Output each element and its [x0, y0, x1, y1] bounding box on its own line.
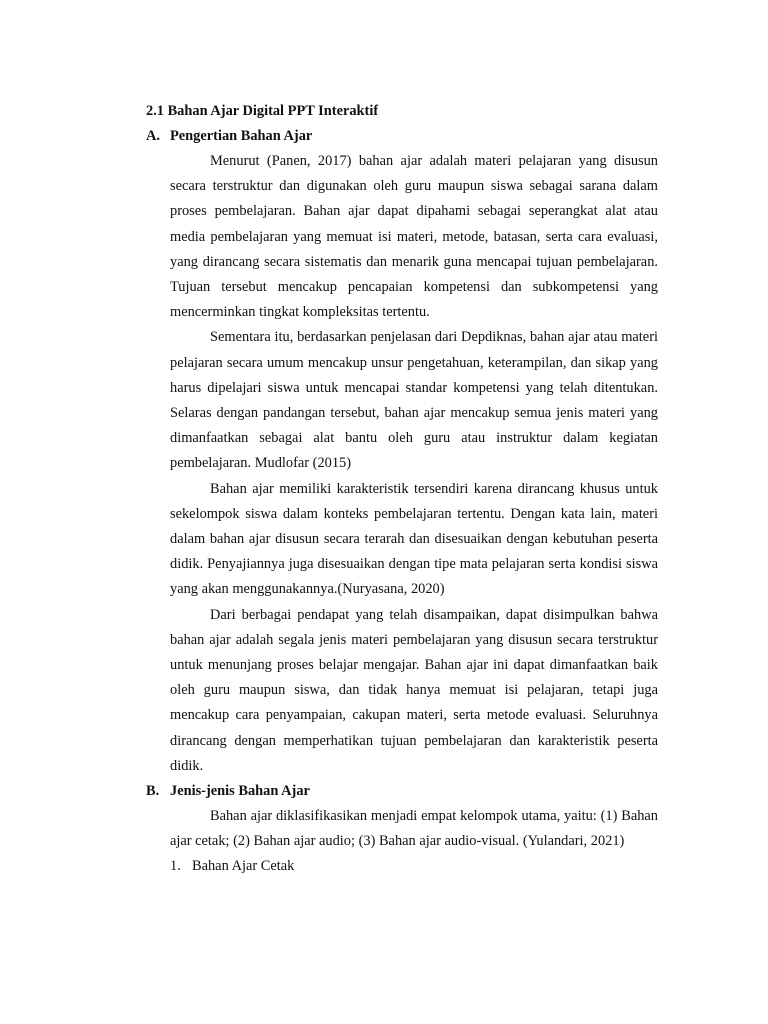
section-b-letter: B. [146, 783, 160, 800]
list-item-label: Bahan Ajar Cetak [192, 858, 295, 875]
list-item-number: 1. [170, 858, 181, 875]
subchapter-heading: 2.1 Bahan Ajar Digital PPT Interaktif [146, 103, 379, 119]
section-a-paragraph-1: Menurut (Panen, 2017) bahan ajar adalah materi pelajaran yang disusun secara terstruktur dan digunakan oleh guru maupun siswa sebagai sarana dalam proses pembelajaran. Bahan ajar dapat dipahami sebagai seperangkat alat atau media pembelajaran yang memuat isi materi, metode, batasan, serta cara evaluasi, yang dirancang secara sistematis dan menarik guna mencapai tujuan pembelajaran. Tujuan tersebut mencakup pencapaian kompetensi dan subkompetensi yang mencerminkan tingkat kompleksitas tertentu. [170, 153, 658, 321]
page-content [146, 99, 658, 879]
section-a-paragraph-4: Dari berbagai pendapat yang telah disampaikan, dapat disimpulkan bahwa bahan ajar adalah segala jenis materi pembelajaran yang disusun secara terstruktur untuk menunjang proses belajar mengajar. Bahan ajar ini dapat dimanfaatkan baik oleh guru maupun siswa, dan tidak hanya memuat isi pelajaran, tetapi juga mencakup cara penyampaian, cakupan materi, serta metode evaluasi. Seluruhnya dirancang dengan memperhatikan tujuan pembelajaran dan karakteristik peserta didik. [170, 606, 658, 774]
list-item [170, 854, 658, 879]
section-b-paragraph-1: Bahan ajar diklasifikasikan menjadi empat kelompok utama, yaitu: (1) Bahan ajar cetak; (2) Bahan ajar audio; (3) Bahan ajar audio-visual. (Yulandari, 2021) [170, 808, 658, 850]
section-a-title: Pengertian Bahan Ajar [170, 128, 313, 144]
section-a-paragraph-2: Sementara itu, berdasarkan penjelasan dari Depdiknas, bahan ajar atau materi pelajaran secara umum mencakup unsur pengetahuan, keterampilan, dan sikap yang harus dipelajari siswa untuk mencapai standar kompetensi yang telah ditentukan. Selaras dengan pandangan tersebut, bahan ajar mencakup semua jenis materi yang dimanfaatkan sebagai alat bantu oleh guru atau instruktur dalam kegiatan pembelajaran. Mudlofar (2015) [170, 329, 658, 472]
section-b-heading [146, 779, 658, 804]
section-a-heading [146, 124, 658, 149]
section-b-title: Jenis-jenis Bahan Ajar [170, 783, 310, 800]
section-a-letter: A. [146, 128, 160, 144]
section-a-paragraph-3: Bahan ajar memiliki karakteristik tersendiri karena dirancang khusus untuk sekelompok siswa dalam konteks pembelajaran tertentu. Dengan kata lain, materi dalam bahan ajar disusun secara terarah dan disesuaikan dengan kebutuhan peserta didik. Penyajiannya juga disesuaikan dengan tipe mata pelajaran serta kondisi siswa yang akan menggunakannya.(Nuryasana, 2020) [170, 480, 658, 598]
